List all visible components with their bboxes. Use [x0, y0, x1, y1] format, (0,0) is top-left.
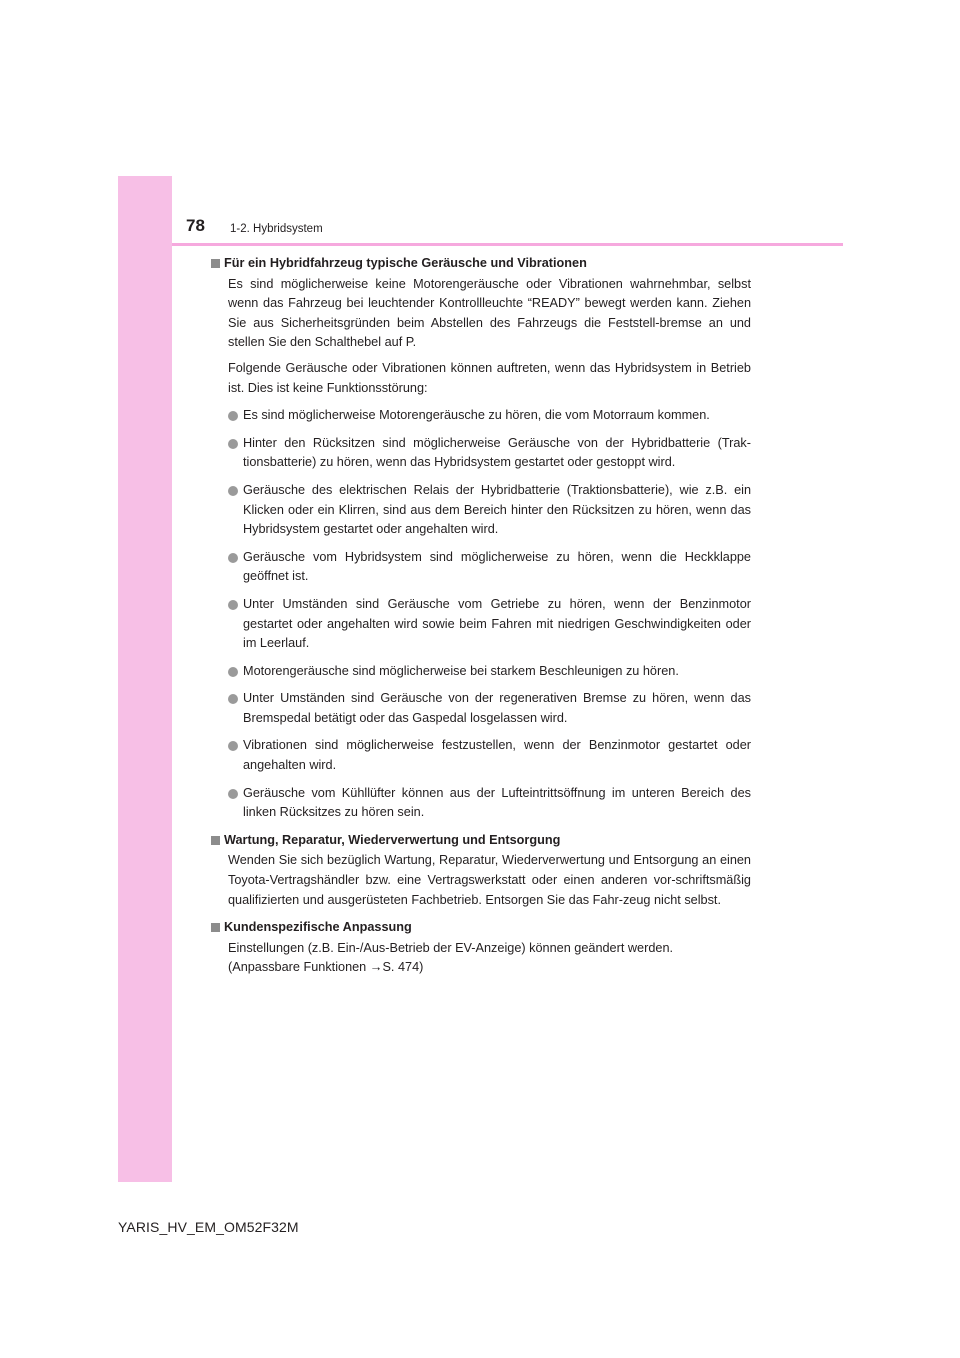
list-item-text: Geräusche vom Hybridsystem sind möglicherweise zu hören, wenn die Heckklappe geöffnet ist. — [243, 549, 751, 584]
list-item-text: Es sind möglicherweise Motorengeräusche zu hören, die vom Motorraum kommen. — [243, 408, 710, 423]
list-item-text: Geräusche vom Kühllüfter können aus der Lufteintrittsöffnung im unteren Bereich des linken Rücksitzes zu hören sein. — [243, 785, 751, 820]
header-rule — [172, 243, 843, 246]
circle-bullet-icon — [228, 411, 238, 421]
paragraph: Einstellungen (z.B. Ein-/Aus-Betrieb der EV-Anzeige) können geändert werden. — [228, 940, 674, 955]
paragraph: Es sind möglicherweise keine Motorengeräusche oder Vibrationen wahrnehmbar, selbst wenn das Fahrzeug bei leuchtender Kontrollleuchte “READY” bewegt werden kann. Ziehen Sie aus Sicherheitsgründen beim Abstellen des Fahrzeugs die Feststell-bremse an und stellen Sie den Schalthebel auf P. — [228, 276, 751, 350]
page-content — [211, 252, 751, 978]
list-item-text: Unter Umständen sind Geräusche vom Getriebe zu hören, wenn der Benzinmotor gestartet oder angehalten wird sowie beim Fahren mit niedrigen Geschwindigkeiten oder im Leerlauf. — [243, 596, 751, 651]
section-heading-text: Wartung, Reparatur, Wiederverwertung und Entsorgung — [224, 832, 561, 847]
list-item — [228, 595, 751, 654]
circle-bullet-icon — [228, 600, 238, 610]
list-item — [228, 548, 751, 587]
list-item — [228, 434, 751, 473]
section-typical-noises — [211, 254, 751, 823]
section-label: 1-2. Hybridsystem — [230, 223, 323, 235]
circle-bullet-icon — [228, 741, 238, 751]
page-number: 78 — [186, 216, 205, 235]
section-heading — [211, 831, 751, 851]
list-item — [228, 784, 751, 823]
section-heading-text: Für ein Hybridfahrzeug typische Geräusche und Vibrationen — [224, 256, 587, 270]
square-marker-icon — [211, 836, 220, 845]
list-item — [228, 406, 751, 426]
list-item-text: Unter Umständen sind Geräusche von der regenerativen Bremse zu hören, wenn das Bremspedal betätigt oder das Gaspedal losgelassen wird. — [243, 691, 751, 725]
circle-bullet-icon — [228, 667, 238, 677]
circle-bullet-icon — [228, 789, 238, 799]
list-item — [228, 736, 751, 775]
list-item — [228, 481, 751, 540]
bullet-list — [211, 406, 751, 823]
circle-bullet-icon — [228, 553, 238, 563]
side-color-band — [118, 176, 172, 1182]
circle-bullet-icon — [228, 694, 238, 704]
square-marker-icon — [211, 259, 220, 268]
section-heading — [211, 918, 751, 938]
section-customization — [211, 918, 751, 978]
paragraph: Folgende Geräusche oder Vibrationen können auftreten, wenn das Hybridsystem in Betrieb ist. Dies ist keine Funktionsstörung: — [228, 360, 751, 395]
square-marker-icon — [211, 923, 220, 932]
list-item — [228, 689, 751, 728]
section-heading-text: Kundenspezifische Anpassung — [224, 920, 412, 935]
circle-bullet-icon — [228, 439, 238, 449]
list-item — [228, 662, 751, 682]
list-item-text: Geräusche des elektrischen Relais der Hybridbatterie (Traktionsbatterie), wie z.B. ein Klicken oder ein Klirren, sind aus dem Bereich hinter den Rücksitzen zu hören, wenn das Hybridsystem gestartet oder angehalten wird. — [243, 482, 751, 537]
page-reference: (Anpassbare Funktionen →S. 474) — [228, 960, 424, 975]
circle-bullet-icon — [228, 486, 238, 496]
section-maintenance — [211, 831, 751, 910]
paragraph: Wenden Sie sich bezüglich Wartung, Reparatur, Wiederverwertung und Entsorgung an einen Toyota-Vertragshändler bzw. eine Vertragswerkstatt oder einen anderen vor-schriftsmäßig qualifizierten und ausgerüsteten Fachbetrieb. Entsorgen Sie das Fahr-zeug nicht selbst. — [228, 853, 751, 907]
section-heading — [211, 254, 751, 274]
list-item-text: Hinter den Rücksitzen sind möglicherweise Geräusche von der Hybridbatterie (Trak-tionsbatterie) zu hören, wenn das Hybridsystem gestartet oder gestoppt wird. — [243, 435, 751, 470]
list-item-text: Vibrationen sind möglicherweise festzustellen, wenn der Benzinmotor gestartet oder angehalten wird. — [243, 738, 751, 773]
list-item-text: Motorengeräusche sind möglicherweise bei starkem Beschleunigen zu hören. — [243, 663, 679, 678]
document-code: YARIS_HV_EM_OM52F32M — [118, 1219, 299, 1235]
